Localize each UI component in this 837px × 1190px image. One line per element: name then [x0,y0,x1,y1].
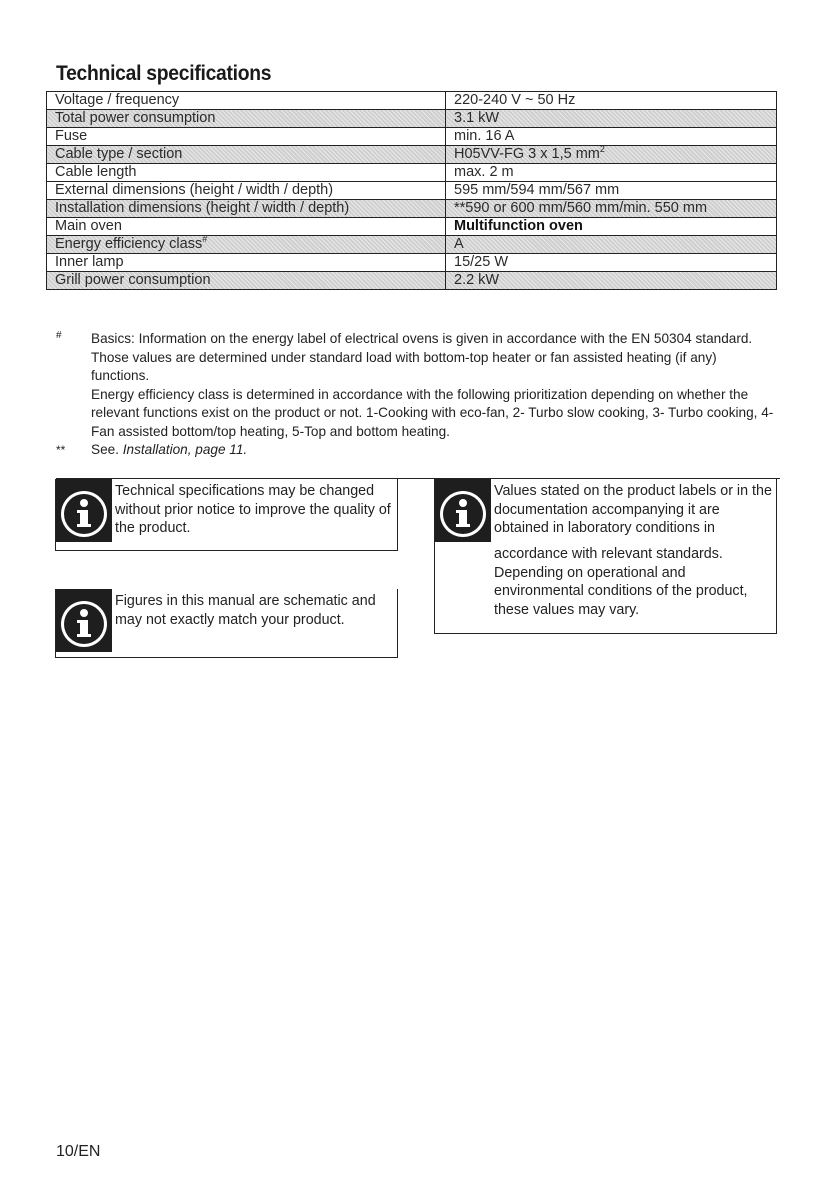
spec-row [47,218,777,236]
spec-value: Multifunction oven [446,218,777,236]
spec-label: Grill power consumption [47,272,446,290]
info-icon [56,479,112,542]
spec-label: Inner lamp [47,254,446,272]
spec-row [47,254,777,272]
spec-value: 15/25 W [446,254,777,272]
info-box-values-vary-text: Values stated on the product labels or in the documentation accompanying it are obtained in laboratory conditions in [494,483,772,537]
spec-value: 2.2 kW [446,272,777,290]
spec-row [47,164,777,182]
info-box-specs-change [55,479,398,551]
info-icon [435,479,491,542]
spec-value: 595 mm/594 mm/567 mm [446,182,777,200]
footnote-star-see: See. [91,442,123,457]
info-icon [56,589,112,652]
footnote-hash-text-2: Energy efficiency class is determined in accordance with the following prioritization depending on whether the relevant functions exist on the product or not. 1-Cooking with eco-fan, 2- Turbo slow cooking, 3- Turbo cooking, 4- Fan assisted bottom/top heating, 5-Top and bottom heating. [91,386,774,439]
footnotes [56,330,776,460]
info-box-figures-schematic-text: Figures in this manual are schematic and may not exactly match your product. [115,593,376,628]
spec-label: Fuse [47,128,446,146]
spec-label: Cable length [47,164,446,182]
footnote-star-ref: Installation, page 11. [122,442,248,457]
info-box-specs-change-text: Technical specifications may be changed without prior notice to improve the quality of the product. [115,483,391,537]
spec-label: Main oven [47,218,446,236]
footnote-star [56,441,776,460]
page-title: Technical specifications [56,62,272,85]
spec-label: Energy efficiency class# [47,236,446,254]
spec-row [47,128,777,146]
spec-value: max. 2 m [446,164,777,182]
spec-label: External dimensions (height / width / depth) [47,182,446,200]
spec-row [47,92,777,110]
info-box-values-vary-continued: accordance with relevant standards. Depending on operational and environmental conditions of the product, these values may vary. [494,546,748,618]
specs-table [46,91,777,290]
footnote-hash-marker: # [56,330,62,341]
spec-row [47,146,777,164]
footnote-hash [56,330,776,441]
spec-value: A [446,236,777,254]
spec-row [47,200,777,218]
info-box-figures-schematic [55,589,398,658]
spec-label: Voltage / frequency [47,92,446,110]
page-number: 10/EN [56,1143,101,1160]
spec-value-sup: 2 [599,145,605,155]
spec-label: Total power consumption [47,110,446,128]
spec-value: 3.1 kW [446,110,777,128]
spec-label-sup: # [202,235,208,245]
spec-value: min. 16 A [446,128,777,146]
spec-row [47,272,777,290]
spec-row [47,236,777,254]
info-box-values-vary [434,479,777,634]
spec-value: **590 or 600 mm/560 mm/min. 550 mm [446,200,777,218]
spec-label: Cable type / section [47,146,446,164]
spec-row [47,110,777,128]
footnote-hash-text-1: Basics: Information on the energy label of electrical ovens is given in accordance with the EN 50304 standard. Those values are determined under standard load with bottom-top heater or fan assisted heating (if any) functions. [91,331,753,383]
spec-row [47,182,777,200]
spec-value: H05VV-FG 3 x 1,5 $mm^2$ [446,146,777,164]
footnote-star-marker: ** [56,443,66,457]
spec-label: Installation dimensions (height / width / depth) [47,200,446,218]
spec-value: 220-240 V ~ 50 Hz [446,92,777,110]
